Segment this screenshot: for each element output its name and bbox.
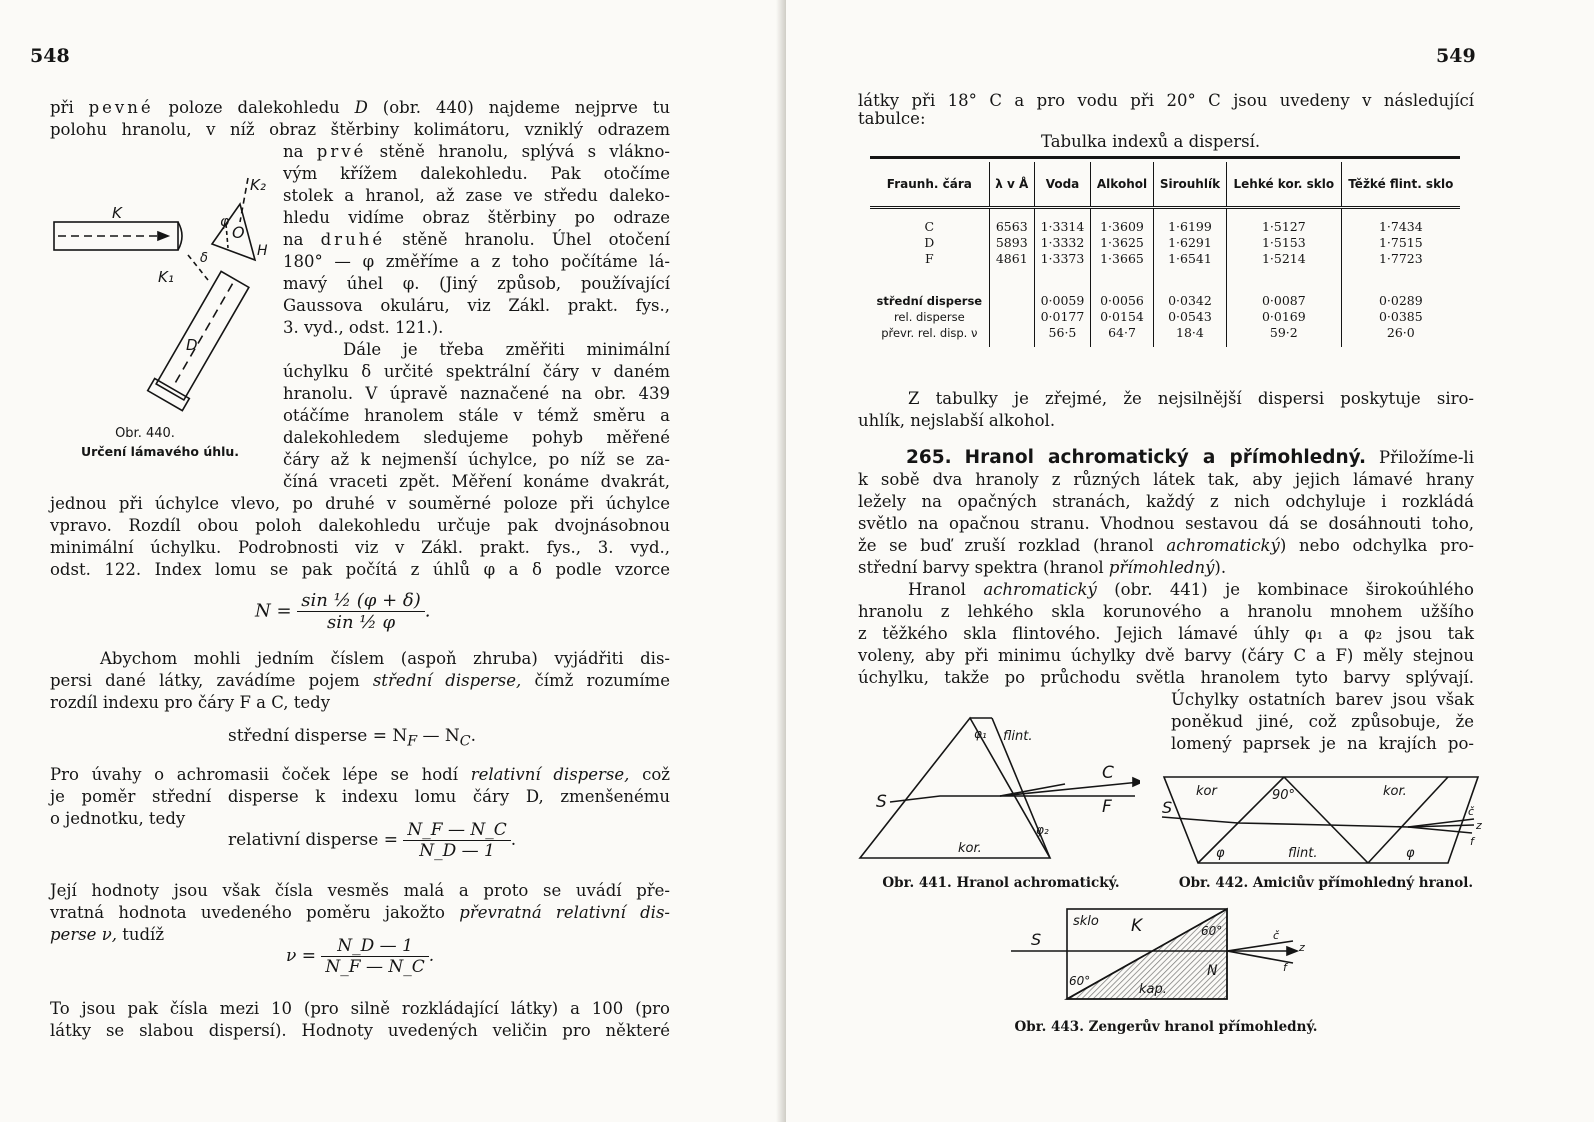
text: při bbox=[50, 98, 74, 117]
paragraph-1-line-11: 3. vyd., odst. 121.). bbox=[283, 318, 444, 337]
value: 0·0154 bbox=[1100, 309, 1144, 324]
label-S: S bbox=[1031, 930, 1042, 949]
figure-440 bbox=[50, 160, 280, 425]
paragraph-1-line-4: vým křížem dalekohledu. Pak otočíme bbox=[283, 164, 670, 183]
paragraph-2-line-11: odst. 122. Index lomu se pak počítá z úhlů φ a δ podle vzorce bbox=[50, 560, 670, 579]
paragraph-4-line-2: je poměr střední disperse k indexu lomu čáry D, zmenšenému bbox=[50, 787, 670, 806]
value: 1·3625 bbox=[1100, 235, 1144, 250]
label-S: S bbox=[1162, 798, 1173, 817]
value: 1·5127 bbox=[1261, 219, 1306, 234]
right-paragraph-4-line-7: poněkud jiné, což způsobuje, že bbox=[1171, 712, 1474, 731]
label-phi-left: φ bbox=[1216, 846, 1225, 861]
spaced-text: druhé bbox=[320, 230, 386, 249]
right-paragraph-3-line-3: ležely na opačných stranách, každý z nich odchyluje i rozkládá bbox=[858, 492, 1474, 511]
paragraph-6-line-2: látky se slabou dispersí). Hodnoty uvedených veličin pro některé bbox=[50, 1021, 670, 1040]
table-top-rule bbox=[870, 156, 1460, 159]
cell-alkohol bbox=[1091, 279, 1154, 347]
value: 1·7434 bbox=[1378, 219, 1423, 234]
formula-fraction bbox=[403, 820, 510, 861]
value: 0·0087 bbox=[1261, 293, 1306, 308]
paragraph-2-line-8: jednou při úchylce vlevo, po druhé v souměrné poloze při úchylce bbox=[50, 494, 670, 513]
italic-term: převratná relativní dis- bbox=[459, 903, 671, 922]
col-header: Fraunh. čára bbox=[870, 162, 989, 208]
denominator: N_F — N_C bbox=[325, 957, 425, 977]
text: ). bbox=[1214, 558, 1227, 577]
col-header: Lehké kor. sklo bbox=[1227, 162, 1342, 208]
cell-tezke bbox=[1341, 208, 1460, 280]
value: 18·4 bbox=[1176, 325, 1204, 340]
cell-voda bbox=[1034, 208, 1090, 280]
value: převr. rel. disp. ν bbox=[881, 326, 978, 340]
italic-term: přímohledný bbox=[1108, 558, 1215, 577]
right-paragraph-4-line-4: voleny, aby při minimu úchylky dvě barvy (čáry C a F) měly stejnou bbox=[858, 646, 1474, 665]
formula-relative-dispersion bbox=[228, 820, 516, 861]
paragraph-1-line-6: hledu vidíme obraz štěrbiny po odraze bbox=[283, 208, 670, 227]
table-row bbox=[870, 279, 1460, 347]
label-c: č bbox=[1468, 805, 1475, 818]
label-N: N bbox=[1207, 963, 1218, 979]
col-header: Voda bbox=[1034, 162, 1090, 208]
label-f: f bbox=[1470, 835, 1474, 848]
value: 0·0169 bbox=[1261, 309, 1306, 324]
paragraph-4-line-1 bbox=[50, 764, 670, 786]
cell-lehke bbox=[1227, 279, 1342, 347]
right-paragraph-2-line-1: Z tabulky je zřejmé, že nejsilnější dispersi poskytuje siro- bbox=[908, 389, 1474, 408]
text: persi dané látky, zavádíme pojem bbox=[50, 671, 360, 690]
symbol-D: D bbox=[354, 98, 368, 117]
label-c: č bbox=[1273, 929, 1280, 942]
paragraph-6-line-1: To jsou pak čísla mezi 10 (pro silně rozkládající látky) a 100 (pro bbox=[50, 999, 670, 1018]
label-F: F bbox=[1102, 797, 1112, 817]
value: 1·3609 bbox=[1100, 219, 1144, 234]
value: 1·5153 bbox=[1261, 235, 1306, 250]
numerator: sin ½ (φ + δ) bbox=[297, 590, 425, 612]
label-phi2: φ₂ bbox=[1036, 823, 1049, 837]
punctuation: . bbox=[424, 600, 431, 622]
value: 0·0289 bbox=[1378, 293, 1423, 308]
value: 1·6541 bbox=[1168, 251, 1212, 266]
page-number-left: 548 bbox=[30, 45, 70, 67]
right-paragraph-4-line-5: úchylku, takže po průchodu světla hranolem tyto barvy splývají. bbox=[858, 668, 1474, 687]
label-kor-right: kor. bbox=[1383, 784, 1407, 799]
value: 1·3314 bbox=[1040, 219, 1085, 234]
value: 1·7723 bbox=[1378, 251, 1423, 266]
figure-441 bbox=[850, 712, 1140, 872]
cell-alkohol bbox=[1091, 208, 1154, 280]
paragraph-2-line-1: Dále je třeba změřiti minimální bbox=[343, 340, 670, 359]
label-phi1: φ₁ bbox=[974, 727, 987, 741]
table-header-row bbox=[870, 162, 1460, 208]
paragraph-2-line-10: minimální úchylku. Podrobnosti viz v Zákl. prakt. fys., 3. vyd., bbox=[50, 538, 670, 557]
label-phi-right: φ bbox=[1406, 846, 1415, 861]
right-paragraph-1-line-1: látky při 18° C a pro vodu při 20° C jsou uvedeny v následující bbox=[858, 91, 1474, 110]
cell-sirouhlik bbox=[1153, 279, 1226, 347]
label-phi: φ bbox=[220, 214, 230, 230]
cell-empty bbox=[989, 279, 1034, 347]
paragraph-5-line-1: Její hodnoty jsou však čísla vesměs malá a proto se uvádí pře- bbox=[50, 881, 670, 900]
italic-term: perse ν, bbox=[50, 925, 117, 944]
paragraph-2-line-6: čáry až k nejmenší úchylce, po níž se za- bbox=[283, 450, 670, 469]
value: 1·3332 bbox=[1040, 235, 1085, 250]
paragraph-3-line-3: rozdíl indexu pro čáry F a C, tedy bbox=[50, 693, 331, 712]
value: střední disperse bbox=[876, 294, 983, 308]
label-60-top: 60° bbox=[1201, 924, 1223, 938]
text: čímž rozumíme bbox=[534, 671, 671, 690]
paragraph-3-line-2 bbox=[50, 670, 670, 692]
text: Přiložíme-li bbox=[1379, 448, 1474, 467]
spaced-text: prvé bbox=[316, 142, 367, 161]
paragraph-2-line-2: úchylku δ určité spektrální čáry v daném bbox=[283, 362, 670, 381]
text: stěně hranolu. Úhel otočení bbox=[402, 230, 670, 249]
figure-440-caption-number: Obr. 440. bbox=[115, 426, 175, 441]
right-paragraph-4-line-1 bbox=[908, 579, 1474, 601]
value: D bbox=[924, 235, 935, 250]
right-paragraph-3-line-6 bbox=[858, 557, 1474, 579]
numerator: N_D — 1 bbox=[321, 936, 428, 957]
value: 1·6199 bbox=[1168, 219, 1212, 234]
right-paragraph-3-line-4: světlo na opačnou stranu. Vhodnou sestavou dá se dosáhnouti toho, bbox=[858, 514, 1474, 533]
right-paragraph-4-line-2: hranolu z lehkého skla korunového a hranolu mnohem užšího bbox=[858, 602, 1474, 621]
table-row bbox=[870, 208, 1460, 280]
paragraph-1-line-1 bbox=[50, 97, 670, 119]
section-number: 265. bbox=[906, 447, 952, 468]
text: na bbox=[283, 230, 304, 249]
label-f: f bbox=[1283, 961, 1287, 974]
formula-fraction bbox=[321, 936, 428, 977]
paragraph-4-line-3: o jednotku, tedy bbox=[50, 809, 186, 828]
text: (obr. 440) najdeme nejprve tu bbox=[382, 98, 671, 117]
spaced-text: pevné bbox=[88, 98, 154, 117]
right-paragraph-2-line-2: uhlík, nejslabší alkohol. bbox=[858, 411, 1056, 430]
label-kap: kap. bbox=[1139, 982, 1167, 997]
italic-term: relativní disperse, bbox=[470, 765, 630, 784]
paragraph-2-line-4: otáčíme hranolem stále v témž směru a bbox=[283, 406, 670, 425]
value: 0·0177 bbox=[1040, 309, 1085, 324]
label-z: z bbox=[1299, 941, 1305, 954]
italic-term: achromatický bbox=[983, 580, 1097, 599]
text: stěně hranolu, splývá s vlákno- bbox=[379, 142, 670, 161]
formula-fraction bbox=[297, 590, 425, 633]
paragraph-1-line-7 bbox=[283, 229, 670, 251]
value: 56·5 bbox=[1048, 325, 1077, 340]
paragraph-1-line-2: polohu hranolu, v níž obraz štěrbiny kolimátoru, vzniklý odrazem bbox=[50, 120, 670, 139]
paragraph-1-line-10: Gaussova okuláru, viz Zákl. prakt. fys., bbox=[283, 296, 670, 315]
text: — N bbox=[417, 726, 460, 746]
section-heading-line bbox=[858, 447, 1474, 469]
right-paragraph-4-line-8: lomený paprsek je na krajích po- bbox=[1171, 734, 1474, 753]
text: Hranol bbox=[908, 580, 966, 599]
value: 0·0385 bbox=[1378, 309, 1423, 324]
text: ν = bbox=[286, 946, 316, 966]
value: 1·3373 bbox=[1040, 251, 1085, 266]
figure-442-caption: Obr. 442. Amiciův přímohledný hranol. bbox=[1178, 875, 1474, 891]
paragraph-2-line-3: hranolu. V úpravě naznačené na obr. 439 bbox=[283, 384, 670, 403]
value: C bbox=[924, 219, 935, 234]
figure-441-caption: Obr. 441. Hranol achromatický. bbox=[882, 875, 1120, 891]
text: na bbox=[283, 142, 304, 161]
value: 64·7 bbox=[1108, 325, 1136, 340]
formula-mean-dispersion bbox=[228, 726, 476, 749]
label-90: 90° bbox=[1272, 788, 1296, 803]
value: 1·3665 bbox=[1100, 251, 1144, 266]
paragraph-1-line-9: mavý úhel φ. (Jiný způsob, používající bbox=[283, 274, 670, 293]
value: 4861 bbox=[995, 251, 1028, 266]
punctuation: . bbox=[428, 946, 435, 966]
text: že se buď zruší rozklad (hranol bbox=[858, 536, 1154, 555]
cell-lehke bbox=[1227, 208, 1342, 280]
paragraph-1-line-8: 180° — φ změříme a z toho počítáme lá- bbox=[283, 252, 670, 271]
paragraph-2-line-7: číná vraceti zpět. Měření konáme dvakrát, bbox=[283, 472, 670, 491]
label-D: D bbox=[186, 336, 198, 354]
formula-index bbox=[255, 590, 431, 633]
value: 1·6291 bbox=[1168, 235, 1212, 250]
label-kor: kor. bbox=[958, 841, 982, 856]
label-sklo: sklo bbox=[1073, 914, 1099, 929]
paragraph-3-line-1: Abychom mohli jedním číslem (aspoň zhruba) vyjádřiti dis- bbox=[100, 649, 670, 668]
cell-voda bbox=[1034, 279, 1090, 347]
label-flint: flint. bbox=[1003, 729, 1033, 744]
paragraph-2-line-9: vpravo. Rozdíl obou poloh dalekohledu určuje pak dvojnásobnou bbox=[50, 516, 670, 535]
formula-nu bbox=[286, 936, 434, 977]
denominator: N_D — 1 bbox=[419, 841, 495, 861]
right-paragraph-4-line-3: z těžkého skla flintového. Jejich lámavé úhly φ₁ a φ₂ jsou tak bbox=[858, 624, 1474, 643]
dispersion-table bbox=[870, 162, 1460, 347]
value: 0·0056 bbox=[1100, 293, 1144, 308]
cell-sirouhlik bbox=[1153, 208, 1226, 280]
text: relativní disperse = bbox=[228, 830, 398, 850]
value: 1·7515 bbox=[1378, 235, 1423, 250]
cell-lambda bbox=[989, 208, 1034, 280]
right-page bbox=[786, 0, 1594, 1122]
label-kor-left: kor bbox=[1196, 784, 1217, 799]
text: poloze dalekohledu bbox=[168, 98, 340, 117]
right-paragraph-3-line-2: k sobě dva hranoly z různých látek tak, aby jejich lámavé hrany bbox=[858, 470, 1474, 489]
paragraph-1-line-5: stolek a hranol, až zase ve středu daleko- bbox=[283, 186, 670, 205]
italic-term: střední disperse, bbox=[372, 671, 522, 690]
label-60-bottom: 60° bbox=[1069, 974, 1091, 988]
numerator: N_F — N_C bbox=[403, 820, 510, 841]
label-K: K bbox=[1131, 916, 1143, 936]
right-paragraph-4-line-6: Úchylky ostatních barev jsou však bbox=[1171, 690, 1474, 709]
value: 0·0342 bbox=[1168, 293, 1212, 308]
right-paragraph-1-line-2: tabulce: bbox=[858, 109, 926, 128]
text: (obr. 441) je kombinace širokoúhlého bbox=[1114, 580, 1474, 599]
text: tudíž bbox=[122, 925, 165, 944]
left-page bbox=[0, 0, 784, 1122]
label-z: z bbox=[1476, 819, 1482, 832]
text: ) nebo odchylka pro- bbox=[1279, 536, 1474, 555]
text: střední barvy spektra (hranol bbox=[858, 558, 1104, 577]
value: 0·0543 bbox=[1168, 309, 1212, 324]
label-flint: flint. bbox=[1288, 846, 1318, 861]
label-K2: K₂ bbox=[250, 176, 266, 194]
text: . bbox=[470, 726, 477, 746]
value: 0·0059 bbox=[1040, 293, 1085, 308]
denominator: sin ½ φ bbox=[327, 612, 396, 633]
figure-440-caption-title: Určení lámavého úhlu. bbox=[80, 444, 240, 459]
value: rel. disperse bbox=[893, 310, 965, 324]
text: Pro úvahy o achromasii čoček lépe se hodí bbox=[50, 765, 458, 784]
label-K1: K₁ bbox=[158, 268, 174, 286]
paragraph-1-line-3 bbox=[283, 141, 670, 163]
table-title: Tabulka indexů a dispersí. bbox=[1041, 132, 1261, 151]
punctuation: . bbox=[510, 830, 517, 850]
paragraph-2-line-5: dalekohledem sledujeme pohyb měřené bbox=[283, 428, 670, 447]
col-header: Alkohol bbox=[1091, 162, 1154, 208]
label-delta: δ bbox=[200, 251, 208, 266]
col-header: λ v Å bbox=[989, 162, 1034, 208]
text: což bbox=[642, 765, 670, 784]
section-title: Hranol achromatický a přímohledný. bbox=[964, 447, 1367, 468]
label-O: O bbox=[232, 223, 245, 242]
italic-term: achromatický bbox=[1166, 536, 1280, 555]
cell-tezke bbox=[1341, 279, 1460, 347]
col-header: Těžké flint. sklo bbox=[1341, 162, 1460, 208]
right-paragraph-3-line-5 bbox=[858, 535, 1474, 557]
value: 26·0 bbox=[1386, 325, 1415, 340]
figure-443-caption: Obr. 443. Zengerův hranol přímohledný. bbox=[1014, 1019, 1318, 1035]
subscript: F bbox=[407, 733, 418, 750]
subscript: C bbox=[459, 733, 471, 750]
cell-line bbox=[870, 208, 989, 280]
formula-lhs: N = bbox=[255, 600, 292, 622]
label-C: C bbox=[1102, 763, 1114, 783]
value: 59·2 bbox=[1269, 325, 1298, 340]
value: 6563 bbox=[995, 219, 1028, 234]
value: 5893 bbox=[995, 235, 1028, 250]
cell-disp-label bbox=[870, 279, 989, 347]
page-number-right: 549 bbox=[1436, 45, 1476, 67]
text: střední disperse = N bbox=[228, 726, 408, 746]
figure-442 bbox=[1158, 775, 1488, 875]
label-K: K bbox=[112, 204, 122, 222]
label-H: H bbox=[257, 243, 268, 259]
value: 1·5214 bbox=[1261, 251, 1306, 266]
text: vratná hodnota uvedeného poměru jakožto bbox=[50, 903, 445, 922]
paragraph-5-line-2 bbox=[50, 902, 670, 924]
label-S: S bbox=[876, 792, 887, 812]
value: F bbox=[924, 251, 934, 266]
col-header: Sirouhlík bbox=[1153, 162, 1226, 208]
figure-443 bbox=[1011, 905, 1311, 1015]
